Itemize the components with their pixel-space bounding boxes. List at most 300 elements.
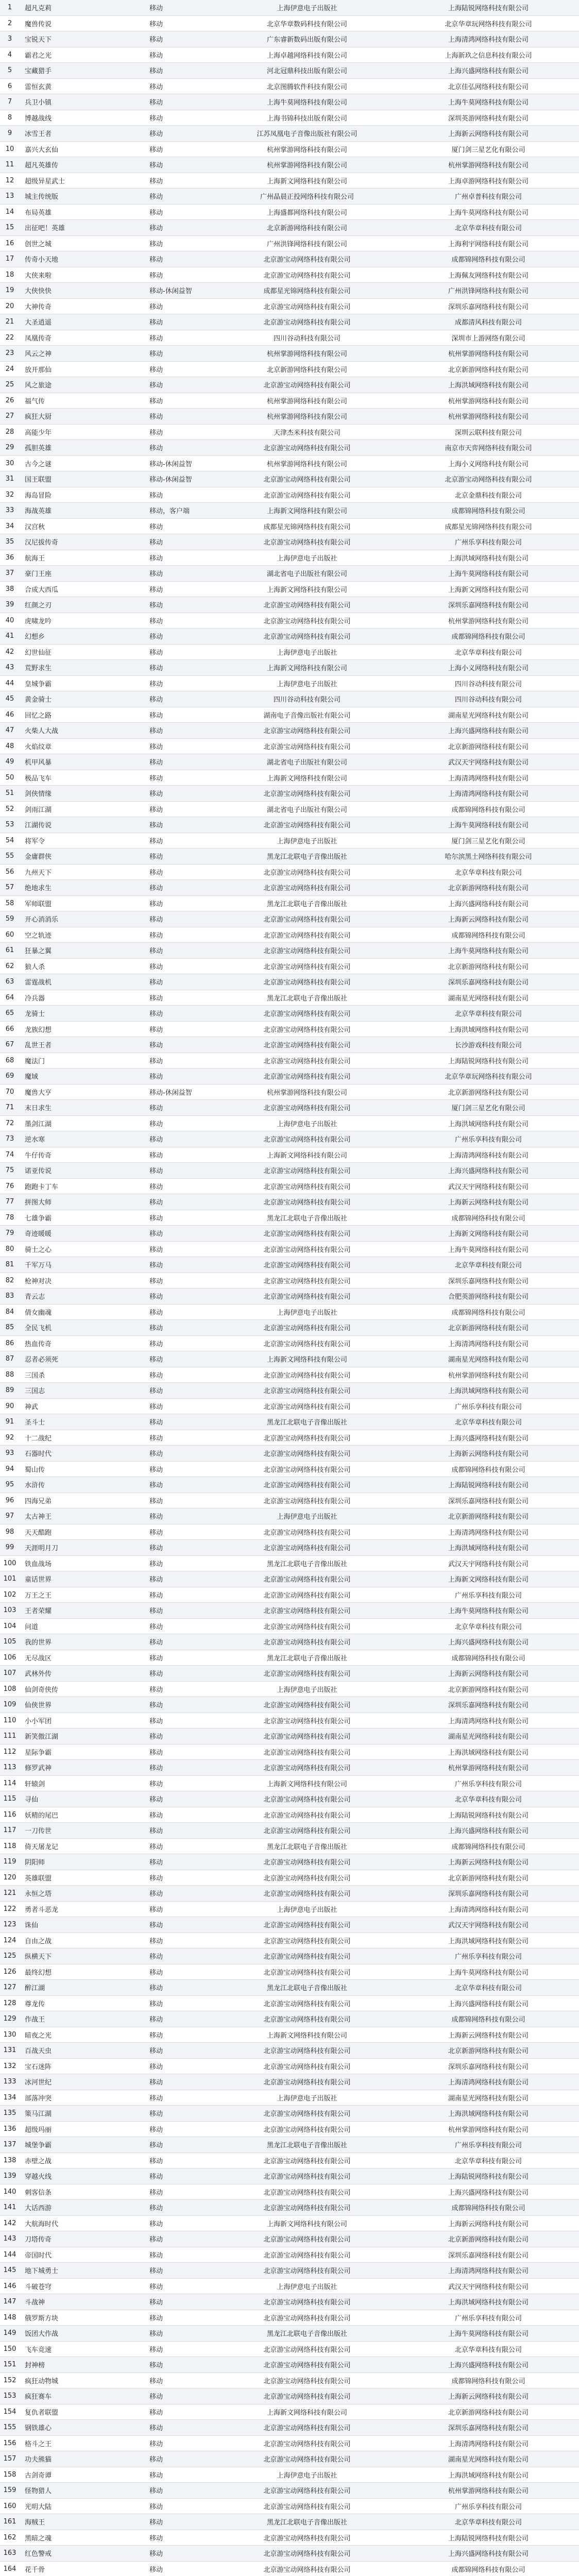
publisher-cell: 北京游宝动网络科技有限公司 <box>263 1482 351 1490</box>
table-row <box>0 220 579 236</box>
table-row <box>0 1823 579 1839</box>
row-number-cell: 34 <box>5 522 14 530</box>
game-name-cell: 幻想乡 <box>25 633 45 641</box>
game-type-cell: 移动 <box>149 83 163 91</box>
game-name-cell: 荒野求生 <box>25 665 52 673</box>
game-type-cell: 移动 <box>149 1010 163 1019</box>
table-row <box>0 1650 579 1666</box>
operator-cell: 成都锦网络科技有限公司 <box>451 2377 525 2385</box>
game-name-cell: 狼人杀 <box>25 963 45 971</box>
row-number-cell: 103 <box>3 1606 16 1615</box>
operator-cell: 成都锦网络科技有限公司 <box>451 1309 525 1317</box>
row-number-cell: 21 <box>5 318 14 326</box>
operator-cell: 上海陆锐网络科技有限公司 <box>448 2534 529 2543</box>
game-type-cell: 移动 <box>149 837 163 845</box>
row-number-cell: 32 <box>5 490 14 499</box>
game-type-cell: 移动 <box>149 1529 163 1537</box>
table-row <box>0 1540 579 1556</box>
operator-cell: 北京华章科技有限公司 <box>454 2519 522 2527</box>
game-name-cell: 万王之王 <box>25 1591 52 1600</box>
row-number-cell: 119 <box>3 1858 16 1866</box>
operator-cell: 成都锦网络科技有限公司 <box>451 806 525 814</box>
game-type-cell: 移动 <box>149 225 163 233</box>
game-name-cell: 高能少年 <box>25 429 52 437</box>
operator-cell: 北京新游网络科技有限公司 <box>448 1325 529 1333</box>
operator-cell: 上海清鸿网络科技有限公司 <box>448 2079 529 2087</box>
publisher-cell: 黑龙江北联电子音像出版社 <box>266 1560 347 1568</box>
game-name-cell: 开心消消乐 <box>25 916 59 924</box>
row-number-cell: 45 <box>5 695 14 703</box>
operator-cell: 湖南星光网络科技有限公司 <box>448 711 529 720</box>
operator-cell: 上海新云网络科技有限公司 <box>448 916 529 924</box>
table-row <box>0 1037 579 1053</box>
table-row <box>0 1933 579 1949</box>
operator-cell: 深圳英游网络科技有限公司 <box>448 114 529 123</box>
publisher-cell: 北京游宝动网络科技有限公司 <box>263 2063 351 2071</box>
row-number-cell: 156 <box>3 2439 16 2447</box>
publisher-cell: 上海新文网络科技有限公司 <box>266 774 347 783</box>
table-row <box>0 833 579 849</box>
game-name-cell: 江湖传说 <box>25 822 52 830</box>
row-number-cell: 135 <box>3 2109 16 2117</box>
game-type-cell: 移动 <box>149 2440 163 2448</box>
operator-cell: 上海兴盛网络科技有限公司 <box>448 2362 529 2370</box>
operator-cell: 深圳乐嘉网络科技有限公司 <box>448 1497 529 1505</box>
row-number-cell: 161 <box>3 2518 16 2526</box>
operator-cell: 北京游宝动网络科技有限公司 <box>445 476 532 484</box>
game-type-cell: 移动，客户端 <box>149 507 190 516</box>
row-number-cell: 67 <box>5 1041 14 1049</box>
operator-cell: 上海陆锐网络科技有限公司 <box>448 2173 529 2181</box>
operator-cell: 上海新云网络科技有限公司 <box>448 1670 529 1679</box>
table-row <box>0 2137 579 2153</box>
publisher-cell: 北京游宝动网络科技有限公司 <box>263 1042 351 1050</box>
table-row <box>0 16 579 32</box>
operator-cell: 深圳乐嘉网络科技有限公司 <box>448 1702 529 1710</box>
operator-cell: 杭州掌游网络科技有限公司 <box>448 1765 529 1773</box>
game-name-cell: 超级异星武士 <box>25 177 65 185</box>
game-type-cell: 移动 <box>149 1293 163 1301</box>
game-type-cell: 移动 <box>149 916 163 924</box>
operator-cell: 上海洪域网络科技有限公司 <box>448 1026 529 1034</box>
table-row <box>0 1776 579 1792</box>
game-name-cell: 永恒之塔 <box>25 1890 52 1899</box>
game-type-cell: 移动 <box>149 2110 163 2119</box>
game-name-cell: 博越战线 <box>25 114 52 123</box>
game-type-cell: 移动 <box>149 1151 163 1160</box>
operator-cell: 北京新游网络科技有限公司 <box>448 2409 529 2417</box>
table-row <box>0 817 579 833</box>
publisher-cell: 北京游宝动网络科技有限公司 <box>263 2487 351 2496</box>
operator-cell: 上海兴盛网络科技有限公司 <box>448 1639 529 1647</box>
game-type-cell: 移动 <box>149 130 163 139</box>
game-name-cell: 汉尼拔传奇 <box>25 539 59 547</box>
game-name-cell: 冷兵器 <box>25 994 45 1003</box>
row-number-cell: 4 <box>7 50 12 59</box>
operator-cell: 上海清鸿网络科技有限公司 <box>448 2267 529 2276</box>
operator-cell: 深圳乐嘉网络科技有限公司 <box>448 2063 529 2071</box>
game-type-cell: 移动 <box>149 1309 163 1317</box>
publisher-cell: 北京游宝动网络科技有限公司 <box>263 869 351 877</box>
table-row <box>0 1713 579 1729</box>
row-number-cell: 23 <box>5 349 14 358</box>
operator-cell: 北京华章科技有限公司 <box>454 649 522 657</box>
publisher-cell: 湖南电子音像出版社有限公司 <box>263 711 351 720</box>
game-type-cell: 移动 <box>149 743 163 751</box>
operator-cell: 湖南星光网络科技有限公司 <box>448 994 529 1003</box>
game-type-cell: 移动 <box>149 350 163 359</box>
row-number-cell: 65 <box>5 1009 14 1018</box>
game-type-cell: 移动 <box>149 1026 163 1034</box>
publisher-cell: 天津杰米科技有限公司 <box>273 429 340 437</box>
publisher-cell: 北京游宝动网络科技有限公司 <box>263 1073 351 1081</box>
row-number-cell: 60 <box>5 930 14 939</box>
operator-cell: 成都星光锦网络科技有限公司 <box>445 523 532 531</box>
operator-cell: 北京新游网络科技有限公司 <box>448 1874 529 1883</box>
table-row <box>0 1980 579 1996</box>
game-name-cell: 四海兄弟 <box>25 1497 52 1505</box>
game-type-cell: 移动 <box>149 1356 163 1364</box>
publisher-cell: 北京游宝动网络科技有限公司 <box>263 602 351 610</box>
game-type-cell: 移动 <box>149 1325 163 1333</box>
publisher-cell: 北京游宝动网络科技有限公司 <box>263 1545 351 1553</box>
game-type-cell: 移动 <box>149 554 163 563</box>
row-number-cell: 93 <box>5 1449 14 1458</box>
row-number-cell: 121 <box>3 1889 16 1897</box>
table-row <box>0 2168 579 2184</box>
game-type-cell: 移动 <box>149 617 163 625</box>
game-name-cell: 红颜之刃 <box>25 602 52 610</box>
operator-cell: 成都锦网络科技有限公司 <box>451 507 525 516</box>
publisher-cell: 上海伊意电子出版社 <box>277 5 337 13</box>
operator-cell: 上海清鸿网络科技有限公司 <box>448 1717 529 1725</box>
table-row <box>0 2499 579 2515</box>
game-name-cell: 奇迹暖暖 <box>25 1230 52 1239</box>
game-name-cell: 海贼王 <box>25 2519 45 2527</box>
game-type-cell: 移动 <box>149 822 163 830</box>
publisher-cell: 上海新文网络科技有限公司 <box>266 1780 347 1788</box>
game-type-cell: 移动 <box>149 99 163 107</box>
table-row <box>0 2027 579 2043</box>
operator-cell: 广州乐享科技有限公司 <box>454 1780 522 1788</box>
row-number-cell: 108 <box>3 1685 16 1693</box>
publisher-cell: 北京游宝动网络科技有限公司 <box>263 1403 351 1411</box>
row-number-cell: 81 <box>5 1261 14 1269</box>
game-type-cell: 移动 <box>149 539 163 547</box>
game-type-cell: 移动 <box>149 2283 163 2291</box>
game-type-cell: 移动 <box>149 240 163 248</box>
table-row <box>0 456 579 472</box>
table-row <box>0 896 579 912</box>
game-name-cell: 斗破苍穹 <box>25 2283 52 2291</box>
publisher-cell: 上海伊意电子出版社 <box>277 554 337 563</box>
row-number-cell: 164 <box>3 2565 16 2573</box>
operator-cell: 上海新云网络科技有限公司 <box>448 2220 529 2228</box>
row-number-cell: 143 <box>3 2235 16 2243</box>
publisher-cell: 上海伊意电子出版社 <box>277 1309 337 1317</box>
operator-cell: 上海牛莫网络科技有限公司 <box>448 209 529 217</box>
row-number-cell: 57 <box>5 884 14 892</box>
game-type-cell: 移动 <box>149 2519 163 2527</box>
publisher-cell: 北京游宝动网络科技有限公司 <box>263 1639 351 1647</box>
game-name-cell: 圣斗士 <box>25 1419 45 1427</box>
publisher-cell: 北京游宝动网络科技有限公司 <box>263 2362 351 2370</box>
publisher-cell: 北京游宝动网络科技有限公司 <box>263 2299 351 2307</box>
row-number-cell: 95 <box>5 1481 14 1489</box>
table-row <box>0 927 579 943</box>
row-number-cell: 63 <box>5 978 14 986</box>
publisher-cell: 杭州掌游网络科技有限公司 <box>266 1089 347 1097</box>
game-name-cell: 空之轨迹 <box>25 931 52 940</box>
operator-cell: 上海清鸿网络科技有限公司 <box>448 1529 529 1537</box>
row-number-cell: 144 <box>3 2250 16 2259</box>
row-number-cell: 142 <box>3 2219 16 2227</box>
game-name-cell: 纵横天下 <box>25 1953 52 1961</box>
game-name-cell: 十二战纪 <box>25 1434 52 1443</box>
publisher-cell: 北京游宝动网络科技有限公司 <box>263 2126 351 2134</box>
game-type-cell: 移动 <box>149 1733 163 1741</box>
table-row <box>0 1320 579 1336</box>
table-row <box>0 629 579 645</box>
operator-cell: 成都锦网络科技有限公司 <box>451 1654 525 1663</box>
publisher-cell: 北京游宝动网络科技有限公司 <box>263 1717 351 1725</box>
game-name-cell: 阴阳师 <box>25 1859 45 1867</box>
game-type-cell: 移动 <box>149 429 163 437</box>
game-type-cell: 移动 <box>149 2000 163 2008</box>
game-type-cell: 移动 <box>149 2063 163 2071</box>
game-type-cell: 移动-休闲益智 <box>149 460 192 468</box>
game-type-cell: 移动 <box>149 649 163 657</box>
game-type-cell: 移动 <box>149 1906 163 1914</box>
game-type-cell: 移动 <box>149 1183 163 1191</box>
table-row <box>0 362 579 378</box>
game-name-cell: 古今之谜 <box>25 460 52 468</box>
table-row <box>0 676 579 692</box>
game-name-cell: 魔兽传说 <box>25 20 52 28</box>
row-number-cell: 110 <box>3 1716 16 1724</box>
game-type-cell: 移动 <box>149 586 163 594</box>
publisher-cell: 上海伊意电子出版社 <box>277 2094 337 2103</box>
row-number-cell: 134 <box>3 2093 16 2102</box>
row-number-cell: 10 <box>5 145 14 153</box>
table-row <box>0 1430 579 1446</box>
operator-cell: 上海小义网络科技有限公司 <box>448 665 529 673</box>
operator-cell: 上海洪域网络科技有限公司 <box>448 2110 529 2119</box>
row-number-cell: 150 <box>3 2345 16 2353</box>
game-type-cell: 移动 <box>149 1717 163 1725</box>
table-row <box>0 1870 579 1886</box>
table-row <box>0 660 579 676</box>
game-name-cell: 汉宫秋 <box>25 523 45 531</box>
publisher-cell: 北京新游网络科技有限公司 <box>266 366 347 374</box>
row-number-cell: 3 <box>7 35 12 43</box>
game-name-cell: 军师联盟 <box>25 900 52 908</box>
game-type-cell: 移动 <box>149 1827 163 1836</box>
operator-cell: 北京华章科技有限公司 <box>454 1010 522 1019</box>
game-type-cell: 移动 <box>149 1780 163 1788</box>
game-name-cell: 城堡争霸 <box>25 2142 52 2150</box>
table-row <box>0 911 579 927</box>
operator-cell: 上海洪域网络科技有限公司 <box>448 382 529 390</box>
row-number-cell: 30 <box>5 459 14 467</box>
game-name-cell: 末日求生 <box>25 1105 52 1113</box>
row-number-cell: 140 <box>3 2188 16 2196</box>
publisher-cell: 北京游宝动网络科技有限公司 <box>263 1293 351 1301</box>
game-type-cell: 移动 <box>149 523 163 531</box>
table-row <box>0 1886 579 1902</box>
publisher-cell: 杭州掌游网络科技有限公司 <box>266 460 347 468</box>
operator-cell: 上海新文网络科技有限公司 <box>448 1230 529 1239</box>
game-type-cell: 移动 <box>149 2377 163 2385</box>
game-name-cell: 国王联盟 <box>25 476 52 484</box>
game-name-cell: 枪神对决 <box>25 1277 52 1285</box>
table-row <box>0 1587 579 1603</box>
row-number-cell: 114 <box>3 1779 16 1787</box>
table-row <box>0 47 579 63</box>
game-name-cell: 宝石迷阵 <box>25 2063 52 2071</box>
table-row <box>0 943 579 959</box>
game-name-cell: 孤胆英雄 <box>25 445 52 453</box>
game-type-cell: 移动 <box>149 963 163 971</box>
operator-cell: 杭州掌游网络科技有限公司 <box>448 162 529 170</box>
publisher-cell: 河北冠鼎科技出版有限公司 <box>266 67 347 76</box>
operator-cell: 北京华章科技有限公司 <box>454 2346 522 2354</box>
publisher-cell: 北京游宝动网络科技有限公司 <box>263 1105 351 1113</box>
operator-cell: 上海洪域网络科技有限公司 <box>448 1937 529 1945</box>
operator-cell: 上海陆锐网络科技有限公司 <box>448 5 529 13</box>
table-row <box>0 707 579 723</box>
row-number-cell: 159 <box>3 2486 16 2495</box>
publisher-cell: 北京游宝动网络科技有限公司 <box>263 822 351 830</box>
operator-cell: 杭州掌游网络科技有限公司 <box>448 397 529 405</box>
publisher-cell: 北京游宝动网络科技有限公司 <box>263 256 351 264</box>
game-type-cell: 移动 <box>149 1230 163 1239</box>
operator-cell: 成都锦网络科技有限公司 <box>451 633 525 641</box>
game-name-cell: 海岛冒险 <box>25 492 52 500</box>
row-number-cell: 162 <box>3 2533 16 2541</box>
game-name-cell: 骑士之心 <box>25 1246 52 1254</box>
row-number-cell: 129 <box>3 2015 16 2023</box>
table-row <box>0 94 579 110</box>
publisher-cell: 上海新文网络科技有限公司 <box>266 1151 347 1160</box>
row-number-cell: 73 <box>5 1135 14 1143</box>
game-name-cell: 大航海时代 <box>25 2220 59 2228</box>
game-type-cell: 移动 <box>149 1686 163 1694</box>
game-name-cell: 大侠快快 <box>25 287 52 296</box>
game-type-cell: 移动 <box>149 492 163 500</box>
table-row <box>0 1069 579 1084</box>
table-row <box>0 79 579 95</box>
game-type-cell: 移动 <box>149 2393 163 2401</box>
game-type-cell: 移动 <box>149 2189 163 2197</box>
game-type-cell: 移动 <box>149 1450 163 1459</box>
table-row <box>0 1462 579 1478</box>
game-type-cell: 移动-休闲益智 <box>149 1089 192 1097</box>
operator-cell: 深圳乐嘉网络科技有限公司 <box>448 2251 529 2260</box>
operator-cell: 广州乐享科技有限公司 <box>454 2503 522 2511</box>
game-name-cell: 仙侠世界 <box>25 1702 52 1710</box>
game-name-cell: 穿越火线 <box>25 2173 52 2181</box>
table-row <box>0 314 579 330</box>
operator-cell: 成都清风科技有限公司 <box>454 319 522 327</box>
game-type-cell: 移动 <box>149 711 163 720</box>
publisher-cell: 北京游宝动网络科技有限公司 <box>263 1246 351 1254</box>
table-row <box>0 2388 579 2404</box>
game-name-cell: 黄金骑士 <box>25 696 52 704</box>
game-name-cell: 饭团大作战 <box>25 2330 59 2338</box>
row-number-cell: 118 <box>3 1842 16 1850</box>
row-number-cell: 12 <box>5 176 14 184</box>
table-row <box>0 1619 579 1635</box>
game-name-cell: 太古神王 <box>25 1513 52 1521</box>
publisher-cell: 北京游宝动网络科技有限公司 <box>263 2157 351 2165</box>
publisher-cell: 北京游宝动网络科技有限公司 <box>263 382 351 390</box>
game-type-cell: 移动 <box>149 20 163 28</box>
row-number-cell: 149 <box>3 2329 16 2337</box>
game-name-cell: 黑暗之魂 <box>25 2534 52 2543</box>
row-number-cell: 91 <box>5 1418 14 1426</box>
game-name-cell: 暗夜之光 <box>25 2031 52 2040</box>
row-number-cell: 52 <box>5 805 14 813</box>
table-row <box>0 865 579 880</box>
game-name-cell: 火焰纹章 <box>25 743 52 751</box>
table-row <box>0 2059 579 2075</box>
publisher-cell: 杭州掌游网络科技有限公司 <box>266 162 347 170</box>
table-row <box>0 534 579 550</box>
table-row <box>0 770 579 786</box>
publisher-cell: 北京游宝动网络科技有限公司 <box>263 1262 351 1270</box>
operator-cell: 上海兴盛网络科技有限公司 <box>448 1827 529 1836</box>
table-row <box>0 173 579 189</box>
game-type-cell: 移动 <box>149 1937 163 1945</box>
table-row <box>0 2342 579 2358</box>
row-number-cell: 42 <box>5 648 14 656</box>
table-row <box>0 613 579 629</box>
publisher-cell: 北京游宝动网络科技有限公司 <box>263 2047 351 2056</box>
publisher-cell: 北京游宝动网络科技有限公司 <box>263 1136 351 1144</box>
game-name-cell: 魔法门 <box>25 1057 45 1065</box>
row-number-cell: 117 <box>3 1826 16 1835</box>
publisher-cell: 上海伊意电子出版社 <box>277 2283 337 2291</box>
table-row <box>0 425 579 440</box>
table-row <box>0 1210 579 1226</box>
table-row <box>0 1336 579 1352</box>
operator-cell: 杭州掌游网络科技有限公司 <box>448 617 529 625</box>
game-type-cell: 移动 <box>149 2079 163 2087</box>
operator-cell: 上海牛莫网络科技有限公司 <box>448 570 529 579</box>
row-number-cell: 6 <box>7 82 12 90</box>
publisher-cell: 北京游宝动网络科技有限公司 <box>263 2236 351 2244</box>
table-row <box>0 2310 579 2326</box>
table-row <box>0 754 579 770</box>
publisher-cell: 黑龙江北联电子音像出版社 <box>266 900 347 908</box>
row-number-cell: 148 <box>3 2313 16 2321</box>
row-number-cell: 68 <box>5 1056 14 1064</box>
operator-cell: 四川谷动科技有限公司 <box>454 680 522 688</box>
table-row <box>0 299 579 315</box>
game-name-cell: 疯狂赛车 <box>25 2393 52 2401</box>
row-number-cell: 61 <box>5 946 14 955</box>
publisher-cell: 北京游宝动网络科技有限公司 <box>263 476 351 484</box>
game-name-cell: 魔兽大亨 <box>25 1089 52 1097</box>
game-type-cell: 移动 <box>149 2220 163 2228</box>
table-row <box>0 2263 579 2279</box>
operator-cell: 上海利宇网络科技有限公司 <box>448 240 529 248</box>
game-type-cell: 移动 <box>149 1796 163 1804</box>
game-type-cell: 移动 <box>149 303 163 311</box>
row-number-cell: 53 <box>5 821 14 829</box>
row-number-cell: 163 <box>3 2549 16 2557</box>
